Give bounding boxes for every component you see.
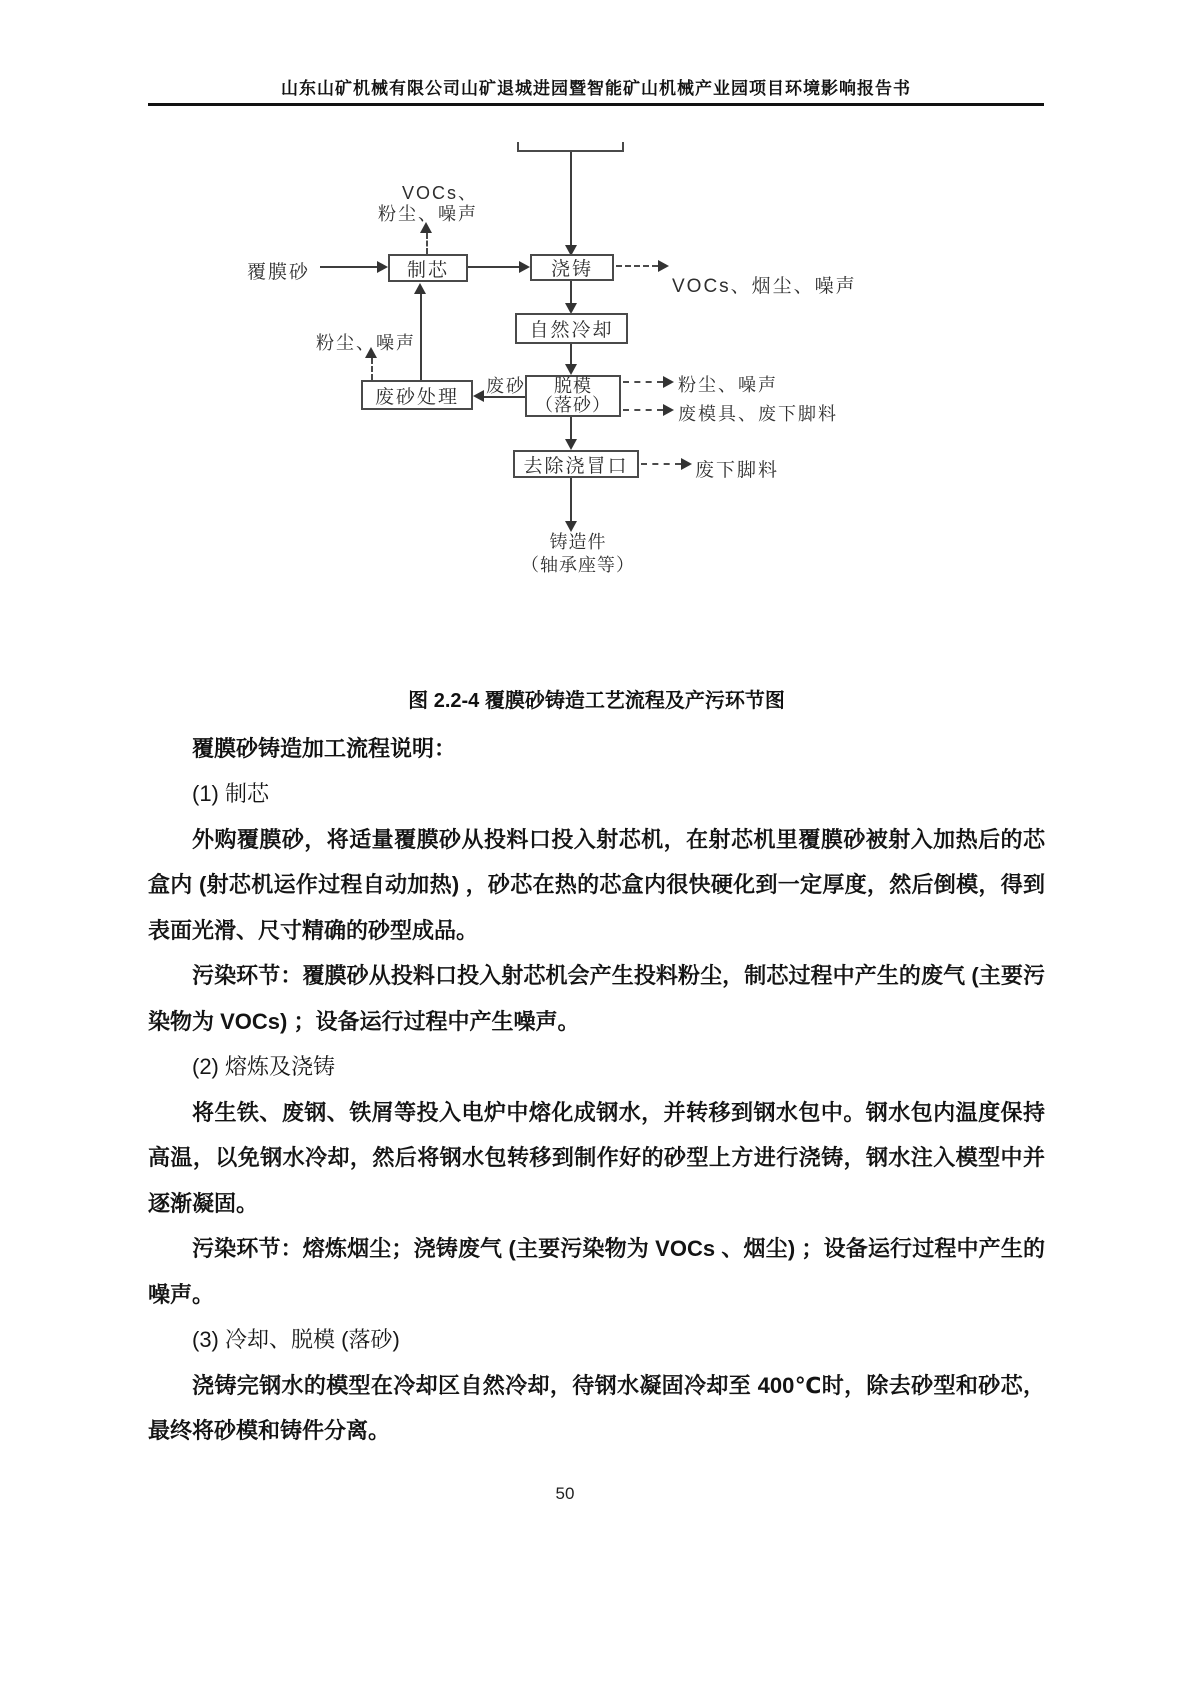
arrowhead-demolding-emission1-icon bbox=[663, 376, 674, 388]
flow-top-bracket bbox=[517, 142, 624, 152]
label-coated-sand: 覆膜砂 bbox=[247, 262, 311, 283]
flow-box-demolding-label2: （落砂） bbox=[535, 395, 611, 415]
label-treatment-emission: 粉尘、噪声 bbox=[316, 333, 416, 353]
label-demolding-emission2: 废模具、废下脚料 bbox=[678, 404, 838, 424]
flow-dash-pouring-emission bbox=[616, 265, 658, 267]
flow-dash-core-emission bbox=[426, 233, 428, 254]
flow-dash-treatment-emission bbox=[371, 358, 373, 380]
label-product bbox=[518, 531, 638, 577]
flow-box-natural-cooling-label: 自然冷却 bbox=[529, 320, 614, 341]
paragraph-core-making-pollution: 污染环节：覆膜砂从投料口投入射芯机会产生投料粉尘，制芯过程中产生的废气 (主要污染物为 VOCs) ；设备运行过程中产生噪声。 bbox=[148, 963, 1045, 1034]
arrowhead-pouring-emission-icon bbox=[658, 260, 669, 272]
body-text-block bbox=[148, 686, 1045, 1454]
arrowhead-into-gate-icon bbox=[565, 439, 577, 450]
flow-box-core-making-label: 制芯 bbox=[406, 259, 449, 281]
flow-line-demolding-to-treatment bbox=[484, 396, 525, 398]
label-core-emission-line1: VOCs、 bbox=[401, 183, 478, 203]
label-product-line2: （轴承座等） bbox=[521, 555, 635, 575]
flow-box-core-making bbox=[388, 254, 468, 282]
flow-box-remove-gate-riser-label: 去除浇冒口 bbox=[523, 455, 629, 477]
label-waste-sand: 废砂 bbox=[486, 376, 526, 396]
paragraph-melting-pouring: 将生铁、废钢、铁屑等投入电炉中熔化成钢水，并转移到钢水包中。钢水包内温度保持高温，以免钢水冷却，然后将钢水包转移到制作好的砂型上方进行浇铸，钢水注入模型中并逐渐凝固。 bbox=[148, 1099, 1045, 1216]
flow-box-pouring-label: 浇铸 bbox=[550, 259, 593, 280]
arrowhead-gate-waste-icon bbox=[681, 458, 692, 470]
label-gate-waste: 废下脚料 bbox=[695, 460, 780, 481]
flow-line-core-to-pouring bbox=[468, 266, 519, 268]
flow-box-natural-cooling bbox=[515, 313, 628, 344]
flow-box-waste-sand-treatment bbox=[361, 380, 473, 410]
flow-dash-demolding-emission2 bbox=[623, 409, 663, 411]
flow-box-demolding bbox=[525, 375, 621, 417]
flow-box-pouring bbox=[530, 254, 614, 281]
flow-line-cooling-to-demolding bbox=[570, 344, 572, 365]
arrowhead-into-core-icon bbox=[377, 261, 388, 273]
page-number: 50 bbox=[555, 1484, 575, 1503]
header-divider bbox=[148, 103, 1044, 106]
flow-line-sand-to-core bbox=[320, 266, 377, 268]
paragraph-melting-pollution: 污染环节：熔炼烟尘；浇铸废气 (主要污染物为 VOCs 、烟尘) ；设备运行过程中产生的噪声。 bbox=[148, 1236, 1045, 1307]
paragraph-core-making: 外购覆膜砂，将适量覆膜砂从投料口投入射芯机，在射芯机里覆膜砂被射入加热后的芯盒内 (射芯机运作过程自动加热) ，砂芯在热的芯盒内很快硬化到一定厚度，然后倒模，得到表面光滑、尺寸精确的砂型成品。 bbox=[148, 826, 1045, 943]
label-pouring-emission: VOCs、烟尘、噪声 bbox=[672, 276, 857, 297]
flow-line-demolding-to-gate bbox=[570, 417, 572, 440]
section-heading-2: (2) 熔炼及浇铸 bbox=[192, 1054, 336, 1079]
paragraph-cooling-demolding: 浇铸完钢水的模型在冷却区自然冷却，待钢水凝固冷却至 400℃时，除去砂型和砂芯，最终将砂模和铸件分离。 bbox=[148, 1372, 1045, 1443]
flow-dash-demolding-emission1 bbox=[623, 381, 663, 383]
flow-line-pouring-to-cooling bbox=[570, 281, 572, 304]
section-heading-1: (1) 制芯 bbox=[192, 781, 270, 806]
label-core-emission-line2: 粉尘、噪声 bbox=[378, 204, 478, 224]
flow-box-demolding-label1: 脱模 bbox=[554, 376, 592, 396]
flow-line-gate-to-product bbox=[570, 478, 572, 522]
arrowhead-into-demolding-icon bbox=[565, 364, 577, 375]
arrowhead-demolding-emission2-icon bbox=[663, 404, 674, 416]
label-core-emissions bbox=[340, 183, 478, 225]
process-intro-line: 覆膜砂铸造加工流程说明： bbox=[192, 736, 457, 761]
flow-line-top-to-pouring bbox=[570, 152, 572, 245]
flow-box-waste-sand-treatment-label: 废砂处理 bbox=[374, 386, 459, 408]
report-header-title: 山东山矿机械有限公司山矿退城进园暨智能矿山机械产业园项目环境影响报告书 bbox=[281, 79, 911, 98]
arrowhead-treatment-to-core-icon bbox=[414, 283, 426, 294]
arrowhead-core-to-pouring-icon bbox=[519, 261, 530, 273]
flow-box-remove-gate-riser bbox=[513, 450, 639, 478]
label-product-line1: 铸造件 bbox=[549, 532, 607, 552]
section-heading-3: (3) 冷却、脱模 (落砂) bbox=[192, 1327, 400, 1352]
figure-caption: 图 2.2-4 覆膜砂铸造工艺流程及产污环节图 bbox=[408, 690, 785, 712]
flow-line-treatment-to-core bbox=[420, 294, 422, 380]
arrowhead-into-treatment-icon bbox=[473, 390, 484, 402]
flow-dash-gate-waste bbox=[641, 463, 681, 465]
label-demolding-emission1: 粉尘、噪声 bbox=[678, 375, 778, 395]
